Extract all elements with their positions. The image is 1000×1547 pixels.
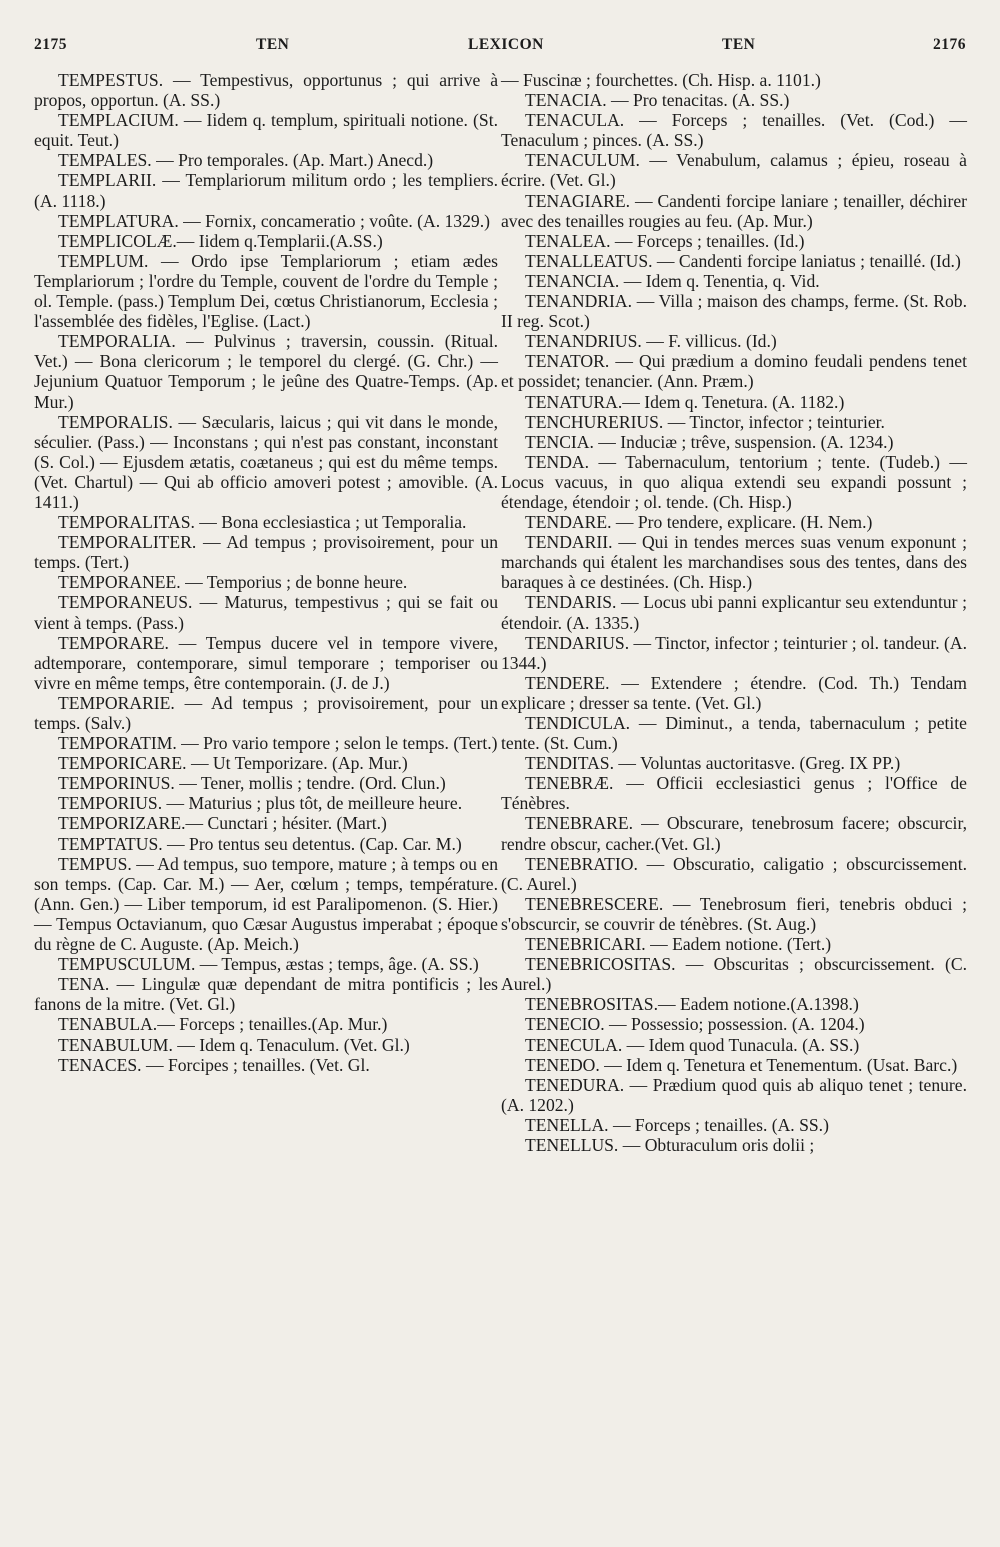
dictionary-entry: TEMPORARE. — Tempus ducere vel in tempore vivere, adtemporare, contemporare, simul temporare ; temporiser ou vivre en même temps, être contemporain. (J. de J.) <box>34 632 498 693</box>
dictionary-entry: TENABULUM. — Idem q. Tenaculum. (Vet. Gl.) <box>58 1034 410 1055</box>
dictionary-entry: TENATURA.— Idem q. Tenetura. (A. 1182.) <box>525 391 845 412</box>
dictionary-entry: TENANCIA. — Idem q. Tenentia, q. Vid. <box>525 270 820 291</box>
dictionary-entry: TENACULA. — Forceps ; tenailles. (Vet. (Cod.) — Tenaculum ; pinces. (A. SS.) <box>501 110 967 151</box>
dictionary-entry: TEMPESTUS. — Tempestivus, opportunus ; qui arrive à propos, opportun. (A. SS.) <box>34 70 498 111</box>
dictionary-entry: TEMPORALITER. — Ad tempus ; provisoirement, pour un temps. (Tert.) <box>34 532 498 573</box>
dictionary-entry: TEMPORIZARE.— Cunctari ; hésiter. (Mart.) <box>58 813 387 834</box>
left-column <box>34 70 498 1075</box>
dictionary-entry: TEMPLARII. — Templariorum militum ordo ; les templiers. (A. 1118.) <box>34 170 498 211</box>
dictionary-entry: TENDARIS. — Locus ubi panni explicantur seu extenduntur ; étendoir. (A. 1335.) <box>501 592 967 633</box>
dictionary-entry: TENAGIARE. — Candenti forcipe laniare ; tenailler, déchirer avec des tenailles rougies au feu. (Ap. Mur.) <box>501 190 967 231</box>
dictionary-entry: TENDARIUS. — Tinctor, infector ; teinturier ; ol. tandeur. (A. 1344.) <box>501 632 968 673</box>
dictionary-entry: TEMPORIUS. — Maturius ; plus tôt, de meilleure heure. <box>58 793 463 814</box>
dictionary-entry: TENANDRIA. — Villa ; maison des champs, ferme. (St. Rob. II reg. Scot.) <box>501 291 967 332</box>
dictionary-entry: TENDITAS. — Voluntas auctoritasve. (Greg. IX PP.) <box>525 753 901 774</box>
page-number-left: 2175 <box>34 36 67 53</box>
page-number-right: 2176 <box>933 36 966 53</box>
dictionary-entry: TEMPLACIUM. — Iidem q. templum, spirituali notione. (St. equit. Teut.) <box>34 110 498 151</box>
page-title: LEXICON <box>468 36 544 53</box>
dictionary-entry: TEMPORICARE. — Ut Temporizare. (Ap. Mur.) <box>58 753 408 774</box>
dictionary-entry: TENEBROSITAS.— Eadem notione.(A.1398.) <box>525 994 859 1015</box>
running-head-right: TEN <box>722 36 756 53</box>
dictionary-entry: TEMPORINUS. — Tener, mollis ; tendre. (Ord. Clun.) <box>58 773 446 794</box>
dictionary-entry: TENANDRIUS. — F. villicus. (Id.) <box>525 331 777 352</box>
dictionary-entry: TENACULUM. — Venabulum, calamus ; épieu, roseau à écrire. (Vet. Gl.) <box>501 150 967 191</box>
dictionary-entry: TENALEA. — Forceps ; tenailles. (Id.) <box>525 230 805 251</box>
dictionary-entry: TENEBRICARI. — Eadem notione. (Tert.) <box>525 934 832 955</box>
dictionary-entry: TEMPORATIM. — Pro vario tempore ; selon le temps. (Tert.) <box>58 733 498 754</box>
dictionary-entry: TEMPORALIA. — Pulvinus ; traversin, coussin. (Ritual. Vet.) — Bona clericorum ; le temporel du clergé. (G. Chr.) — Jejunium Quatuor Temporum ; le jeûne des Quatre-Temps. (Ap. Mur.) <box>34 331 498 412</box>
dictionary-entry: TENA. — Lingulæ quæ dependant de mitra pontificis ; les fanons de la mitre. (Vet. Gl.) <box>34 974 498 1015</box>
dictionary-entry: TEMPLICOLÆ.— Iidem q.Templarii.(A.SS.) <box>58 230 383 251</box>
dictionary-entry: TENEDO. — Idem q. Tenetura et Tenementum. (Usat. Barc.) <box>525 1054 958 1075</box>
dictionary-entry: TEMPLUM. — Ordo ipse Templariorum ; etiam ædes Templariorum ; l'ordre du Temple, couvent de l'ordre du Temple ; ol. Temple. (pass.) Templum Dei, cœtus Christianorum, Ecclesia ; l'assemblée des fidèles, l'Eglise. (Lact.) <box>34 250 498 332</box>
dictionary-entry: TENACES. — Forcipes ; tenailles. (Vet. Gl. <box>58 1054 370 1075</box>
dictionary-entry: TEMPORALITAS. — Bona ecclesiastica ; ut Temporalia. <box>58 512 467 533</box>
dictionary-entry: TENEBRESCERE. — Tenebrosum fieri, tenebris obduci ; s'obscurcir, se couvrir de ténèbres. (St. Aug.) <box>501 893 967 934</box>
dictionary-entry: TENACIA. — Pro tenacitas. (A. SS.) <box>525 90 790 111</box>
dictionary-entry: TENDA. — Tabernaculum, tentorium ; tente. (Tudeb.) — Locus vacuus, in quo aliqua extendi seu expandi possunt ; étendage, étendoir ; ol. tende. (Ch. Hisp.) <box>501 451 967 512</box>
dictionary-entry: TENCHURERIUS. — Tinctor, infector ; teinturier. <box>525 411 885 432</box>
dictionary-entry: TENDARE. — Pro tendere, explicare. (H. Nem.) <box>525 512 873 533</box>
dictionary-entry: TENATOR. — Qui prædium a domino feudali pendens tenet et possidet; tenancier. (Ann. Præm.) <box>501 351 967 392</box>
dictionary-entry: TENEBRARE. — Obscurare, tenebrosum facere; obscurcir, rendre obscur, cacher.(Vet. Gl.) <box>501 813 967 854</box>
dictionary-entry: TENELLUS. — Obturaculum oris dolii ; <box>525 1134 815 1155</box>
dictionary-entry: TEMPUSCULUM. — Tempus, æstas ; temps, âge. (A. SS.) <box>58 954 479 975</box>
dictionary-entry: TEMPLATURA. — Fornix, concameratio ; voûte. (A. 1329.) <box>58 210 490 231</box>
dictionary-entry: TEMPALES. — Pro temporales. (Ap. Mart.) Anecd.) <box>58 150 434 171</box>
dictionary-entry: TEMPUS. — Ad tempus, suo tempore, mature ; à temps ou en son temps. (Cap. Car. M.) — Aer, cœlum ; temps, température. (Ann. Gen.) — Liber temporum, id est Paralipomenon. (S. Hier.) — Tempus Octavianum, quo Cæsar Augustus imperabat ; époque du règne de C. Auguste. (Ap. Meich.) <box>34 853 498 955</box>
dictionary-entry: TENECULA. — Idem quod Tunacula. (A. SS.) <box>525 1034 860 1055</box>
dictionary-entry: TENEBRICOSITAS. — Obscuritas ; obscurcissement. (C. Aurel.) <box>501 954 967 995</box>
dictionary-entry: TENELLA. — Forceps ; tenailles. (A. SS.) <box>525 1114 829 1135</box>
dictionary-entry: TEMPORANEUS. — Maturus, tempestivus ; qui se fait ou vient à temps. (Pass.) <box>34 592 498 633</box>
dictionary-entry: TENALLEATUS. — Candenti forcipe laniatus ; tenaillé. (Id.) <box>525 250 961 271</box>
dictionary-entry: TENDARII. — Qui in tendes merces suas venum exponunt ; marchands qui étalent les marchandises sous des tentes, dans des baraques à ce destinées. (Ch. Hisp.) <box>501 532 967 593</box>
dictionary-entry: TENDERE. — Extendere ; étendre. (Cod. Th.) Tendam explicare ; dresser sa tente. (Vet. Gl.) <box>501 672 967 713</box>
dictionary-entry: TENEBRATIO. — Obscuratio, caligatio ; obscurcissement. (C. Aurel.) <box>501 853 967 894</box>
dictionary-entry: — Fuscinæ ; fourchettes. (Ch. Hisp. a. 1101.) <box>501 70 821 90</box>
dictionary-entry: TEMPORARIE. — Ad tempus ; provisoirement, pour un temps. (Salv.) <box>34 692 498 733</box>
dictionary-entry: TENCIA. — Induciæ ; trêve, suspension. (A. 1234.) <box>525 431 894 452</box>
dictionary-entry: TENECIO. — Possessio; possession. (A. 1204.) <box>525 1014 865 1035</box>
dictionary-entry: TENABULA.— Forceps ; tenailles.(Ap. Mur.) <box>58 1014 388 1035</box>
dictionary-entry: TEMPORANEE. — Temporius ; de bonne heure. <box>58 572 408 593</box>
page-header <box>34 36 966 62</box>
dictionary-entry: TEMPORALIS. — Sæcularis, laicus ; qui vit dans le monde, séculier. (Pass.) — Inconstans ; qui n'est pas constant, inconstant (S. Col.) — Ejusdem ætatis, coætaneus ; qui est du même temps. (Vet. Chartul) — Qui ab officio amoveri potest ; amovible. (A. 1411.) <box>34 411 498 512</box>
dictionary-entry: TENEDURA. — Prædium quod quis ab aliquo tenet ; tenure. (A. 1202.) <box>501 1074 967 1115</box>
dictionary-entry: TENDICULA. — Diminut., a tenda, tabernaculum ; petite tente. (St. Cum.) <box>501 713 967 754</box>
dictionary-entry: TENEBRÆ. — Officii ecclesiastici genus ; l'Office de Ténèbres. <box>501 773 967 814</box>
dictionary-entry: TEMPTATUS. — Pro tentus seu detentus. (Cap. Car. M.) <box>58 833 462 854</box>
right-column <box>501 70 967 1155</box>
running-head-left: TEN <box>256 36 290 53</box>
